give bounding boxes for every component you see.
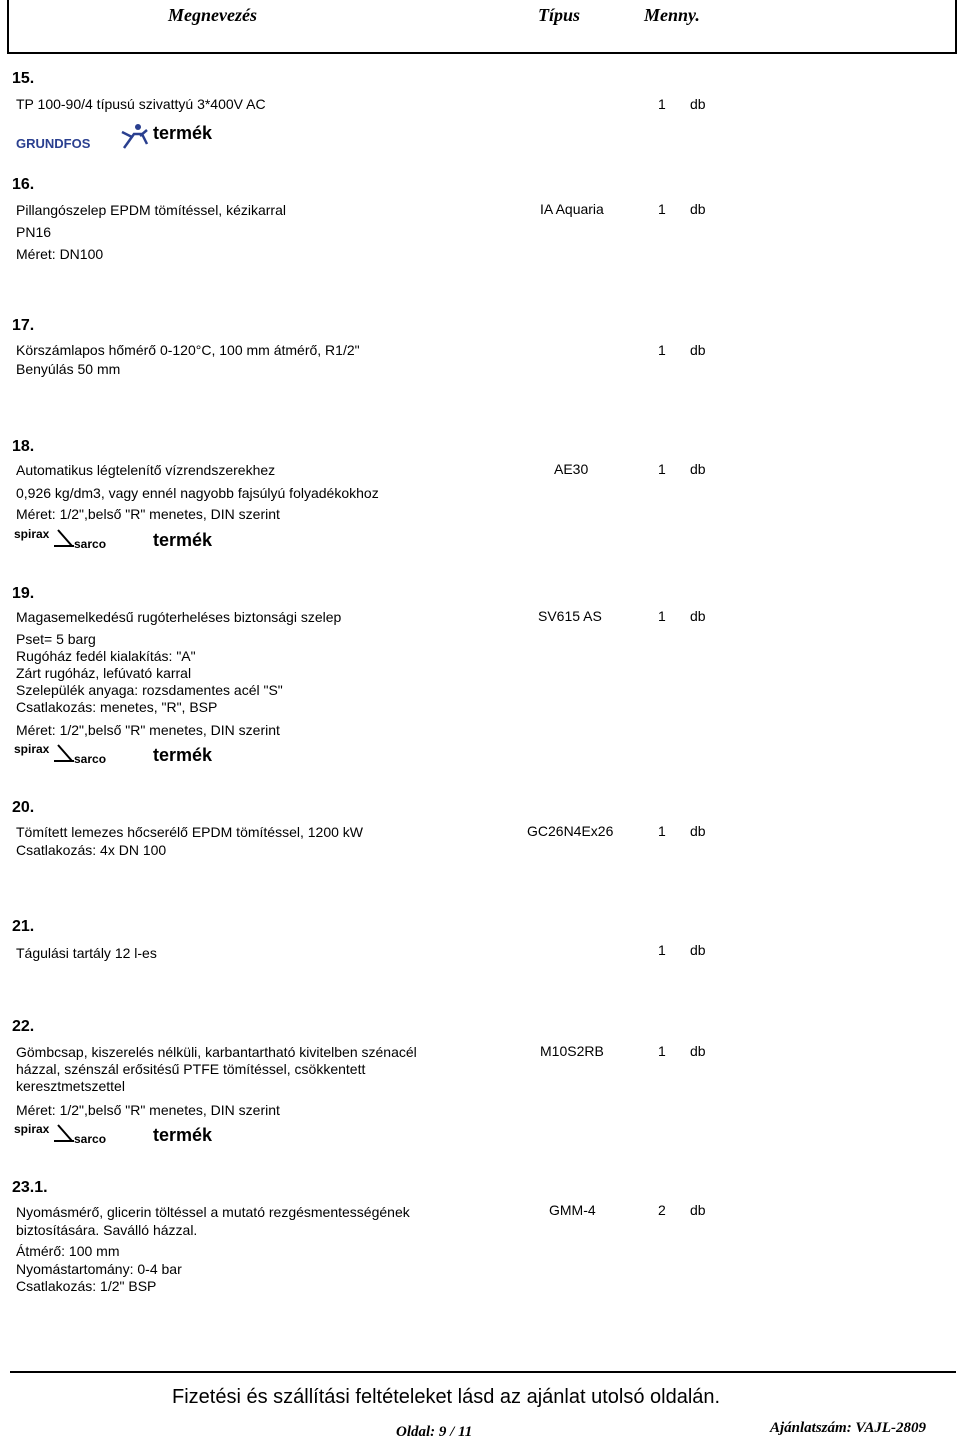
item-number: 18. <box>12 438 35 455</box>
item-qty: 1 <box>658 201 666 217</box>
item-type: M10S2RB <box>540 1043 604 1059</box>
svg-text:sarco: sarco <box>74 752 107 765</box>
item-description: Nyomásmérő, glicerin töltéssel a mutató rezgésmentességének <box>16 1204 410 1220</box>
svg-text:sarco: sarco <box>74 1132 107 1145</box>
product-tag: termék <box>153 123 213 143</box>
item-description: Gömbcsap, kiszerelés nélküli, karbantartható kivitelben szénacél <box>16 1044 417 1060</box>
item-number: 22. <box>12 1018 35 1035</box>
spirax-sarco-logo <box>14 1121 129 1150</box>
item-description: Nyomástartomány: 0-4 bar <box>16 1261 182 1277</box>
svg-text:spirax: spirax <box>14 1122 50 1136</box>
item-description: házzal, szénszál erősitésű PTFE tömítéssel, csökkentett <box>16 1061 366 1077</box>
item-description: Méret: 1/2",belső "R" menetes, DIN szerint <box>16 1102 280 1118</box>
item-description: Automatikus légtelenítő vízrendszerekhez <box>16 462 276 478</box>
item-description: 0,926 kg/dm3, vagy ennél nagyobb fajsúlyú folyadékokhoz <box>16 485 379 501</box>
item-description: biztosítására. Saválló házzal. <box>16 1222 198 1238</box>
item-unit: db <box>690 461 706 477</box>
svg-text:spirax: spirax <box>14 527 50 541</box>
item-description: Méret: 1/2",belső "R" menetes, DIN szerint <box>16 722 280 738</box>
footer-note: Fizetési és szállítási feltételeket lásd az ajánlat utolsó oldalán. <box>172 1386 721 1408</box>
item-description: Tömített lemezes hőcserélő EPDM tömítéssel, 1200 kW <box>16 824 364 840</box>
item-description: Tágulási tartály 12 l-es <box>16 945 157 961</box>
item-number: 20. <box>12 799 35 816</box>
product-tag: termék <box>153 1125 213 1145</box>
item-description: PN16 <box>16 224 52 240</box>
header-qty: Menny. <box>644 5 700 25</box>
item-description: Pset= 5 barg <box>16 631 96 647</box>
item-type: AE30 <box>554 461 589 477</box>
product-tag: termék <box>153 530 213 550</box>
item-qty: 1 <box>658 461 666 477</box>
item-description: Körszámlapos hőmérő 0-120°C, 100 mm átmérő, R1/2" <box>16 342 360 358</box>
page-number: Oldal: 9 / 11 <box>396 1424 473 1440</box>
item-qty: 1 <box>658 1043 666 1059</box>
item-unit: db <box>690 201 706 217</box>
item-description: Zárt rugóház, lefúvató karral <box>16 665 192 681</box>
item-type: GMM-4 <box>549 1202 596 1218</box>
item-unit: db <box>690 823 706 839</box>
item-unit: db <box>690 608 706 624</box>
offer-number: Ajánlatszám: VAJL-2809 <box>770 1420 926 1436</box>
item-description: Méret: 1/2",belső "R" menetes, DIN szerint <box>16 506 280 522</box>
item-number: 21. <box>12 918 35 935</box>
grundfos-logo <box>14 122 149 157</box>
item-number: 15. <box>12 70 35 87</box>
item-description: Csatlakozás: 4x DN 100 <box>16 842 167 858</box>
header-type: Típus <box>538 5 581 25</box>
item-number: 17. <box>12 317 35 334</box>
product-tag: termék <box>153 745 213 765</box>
item-qty: 1 <box>658 823 666 839</box>
svg-text:sarco: sarco <box>74 537 107 550</box>
item-description: Szelepülék anyaga: rozsdamentes acél "S" <box>16 682 283 698</box>
item-unit: db <box>690 342 706 358</box>
item-qty: 1 <box>658 342 666 358</box>
header-name: Megnevezés <box>168 5 257 25</box>
item-description: keresztmetszettel <box>16 1078 125 1094</box>
item-unit: db <box>690 1202 706 1218</box>
table-header <box>7 0 957 54</box>
item-description: Rugóház fedél kialakítás: "A" <box>16 648 196 664</box>
grundfos-logo-text: GRUNDFOS <box>16 136 91 151</box>
spirax-sarco-logo <box>14 526 129 555</box>
item-type: IA Aquaria <box>540 201 604 217</box>
item-description: Átmérő: 100 mm <box>16 1243 120 1259</box>
item-qty: 1 <box>658 608 666 624</box>
item-number: 19. <box>12 585 35 602</box>
item-type: GC26N4Ex26 <box>527 823 614 839</box>
item-unit: db <box>690 96 706 112</box>
item-description: Magasemelkedésű rugóterheléses biztonsági szelep <box>16 609 342 625</box>
item-description: Pillangószelep EPDM tömítéssel, kézikarral <box>16 202 286 218</box>
item-description: Méret: DN100 <box>16 246 104 262</box>
item-number: 16. <box>12 176 35 193</box>
item-description: Csatlakozás: 1/2" BSP <box>16 1278 157 1294</box>
svg-text:spirax: spirax <box>14 742 50 756</box>
item-qty: 1 <box>658 96 666 112</box>
item-description: TP 100-90/4 típusú szivattyú 3*400V AC <box>16 96 266 112</box>
grundfos-person-mark <box>122 124 147 148</box>
footer-divider <box>10 1371 956 1373</box>
spirax-sarco-logo <box>14 741 129 770</box>
item-number: 23.1. <box>12 1179 48 1196</box>
item-description: Benyúlás 50 mm <box>16 361 121 377</box>
item-description: Csatlakozás: menetes, "R", BSP <box>16 699 218 715</box>
item-unit: db <box>690 1043 706 1059</box>
item-qty: 2 <box>658 1202 666 1218</box>
item-type: SV615 AS <box>538 608 602 624</box>
item-unit: db <box>690 942 706 958</box>
item-qty: 1 <box>658 942 666 958</box>
